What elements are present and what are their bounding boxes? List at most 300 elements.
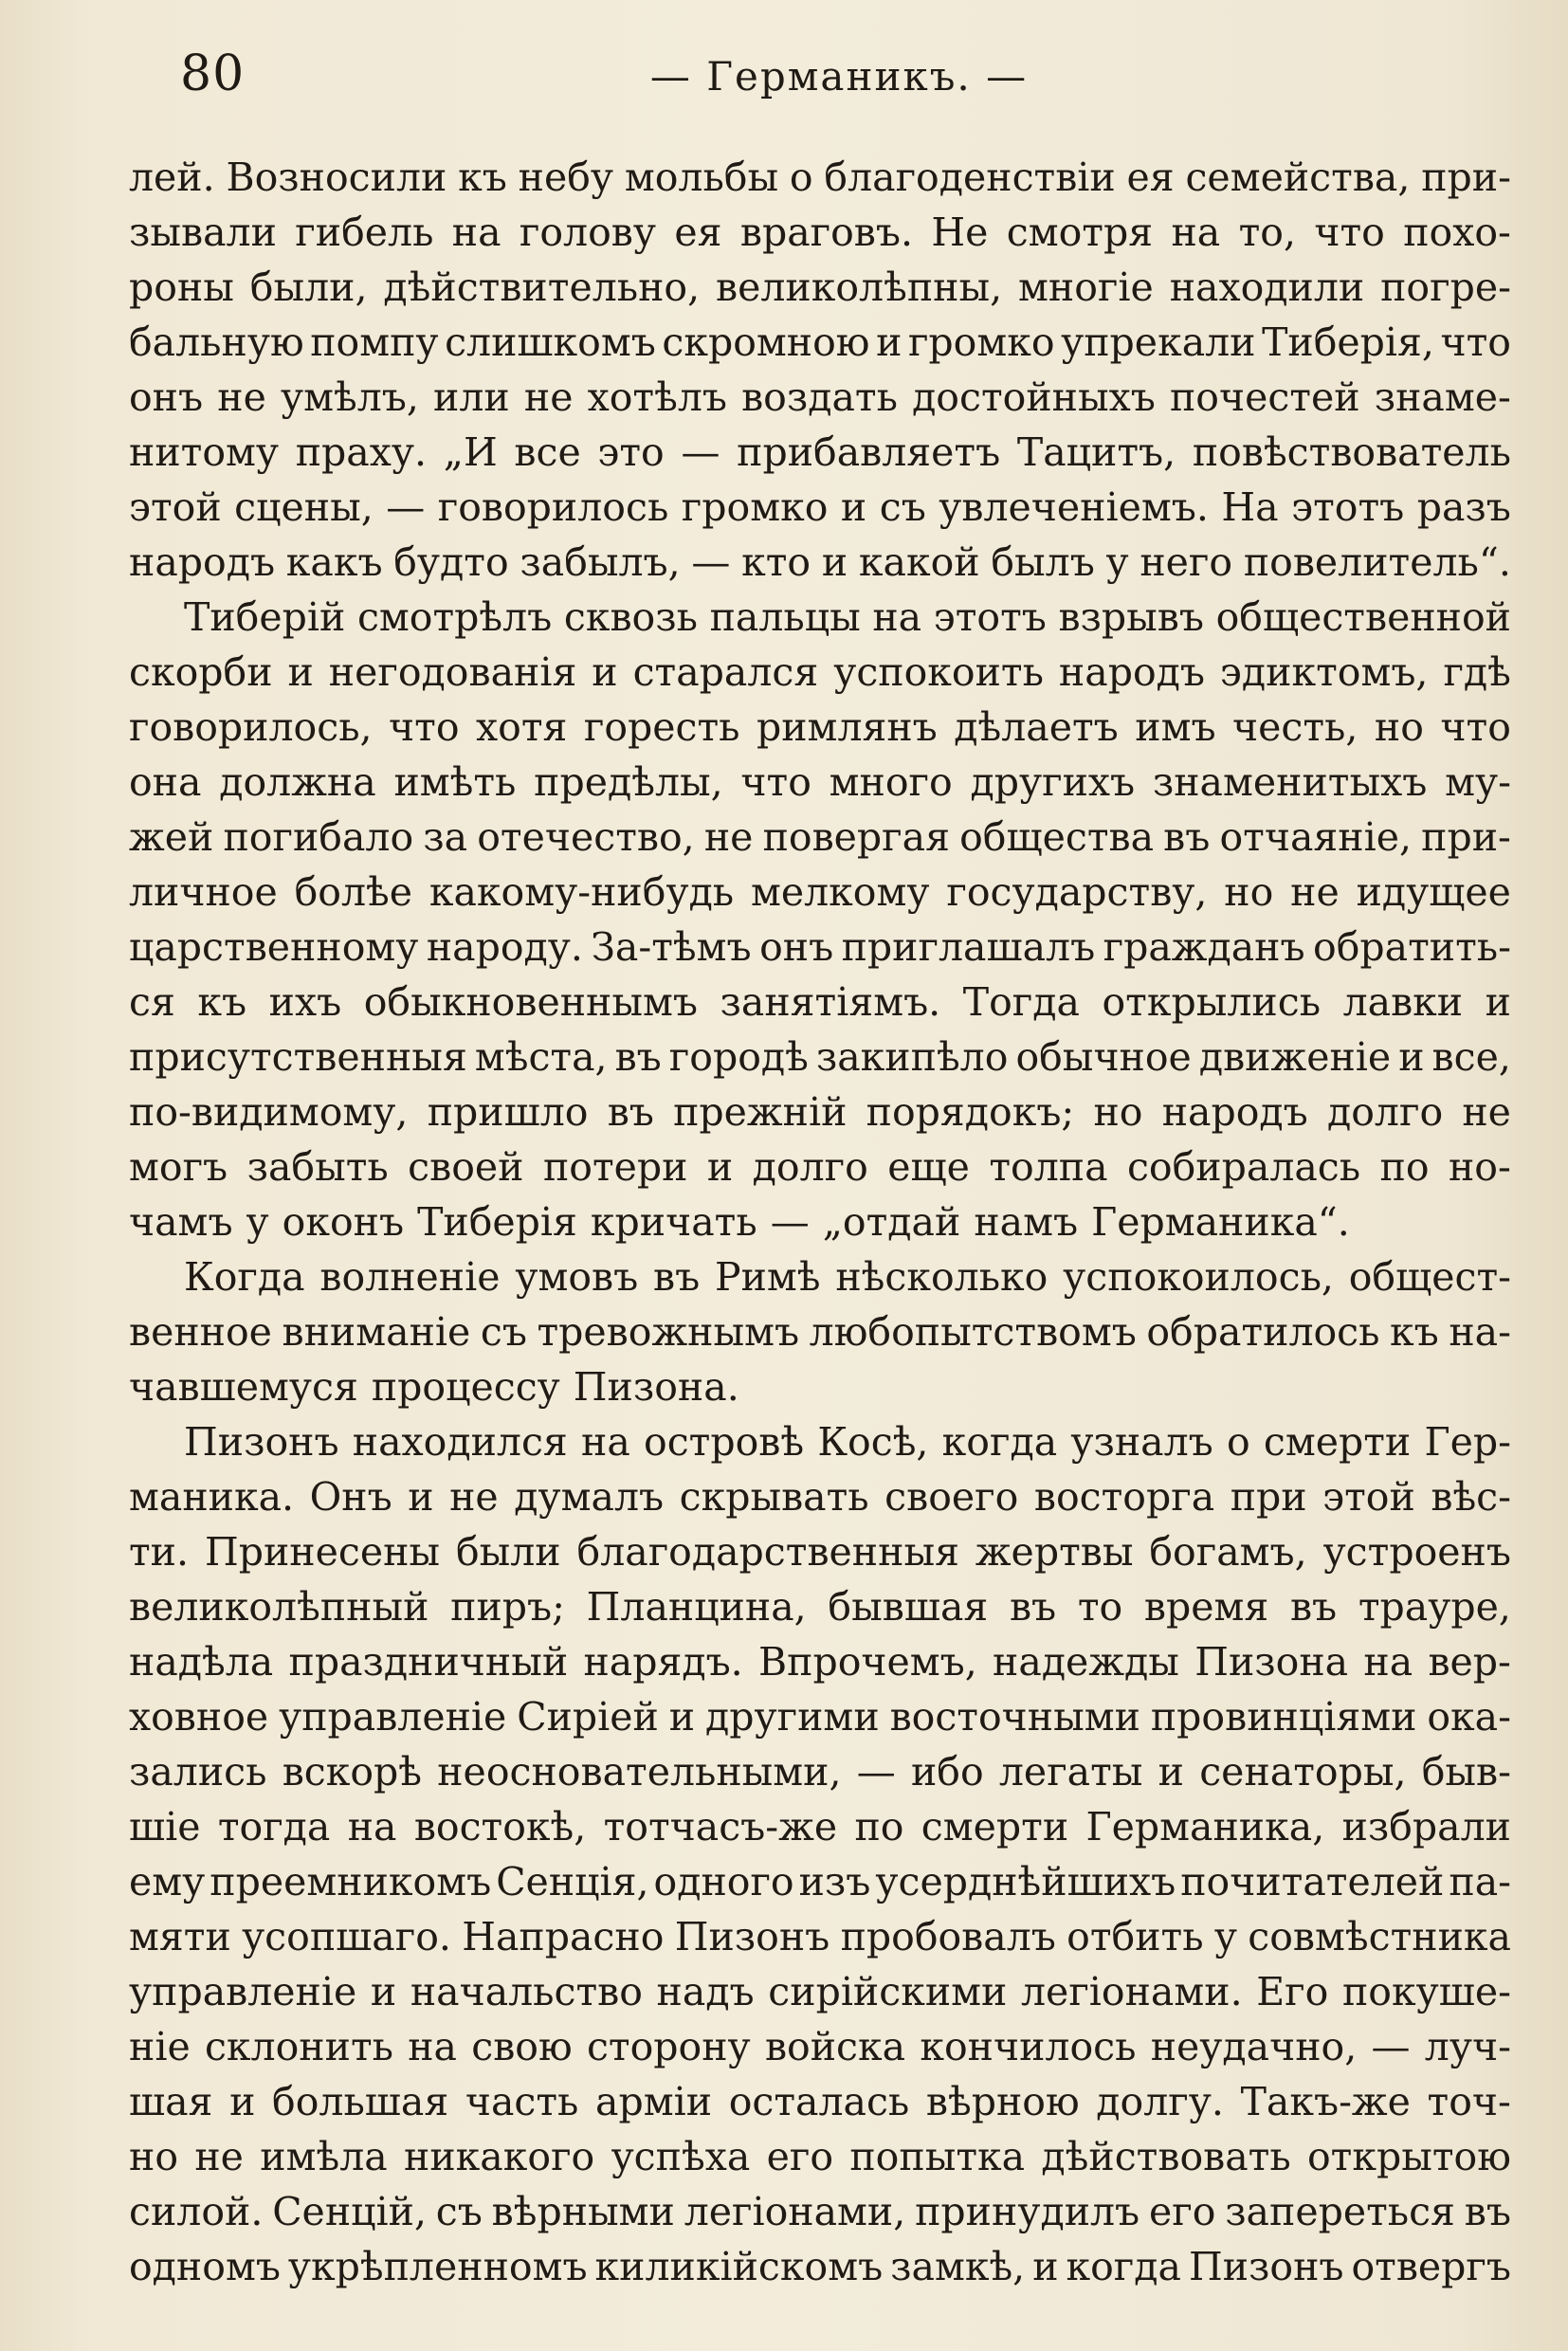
word: неосновательными, <box>437 1749 842 1795</box>
word: взрывъ <box>1058 594 1204 640</box>
word: узналъ <box>1070 1419 1213 1465</box>
word: покуше- <box>1341 1969 1511 2014</box>
word: личное <box>129 869 278 915</box>
word: у <box>1105 539 1129 585</box>
word: помпу <box>310 319 439 365</box>
word: Напрасно <box>462 1914 665 1959</box>
word: небу <box>518 155 614 200</box>
word: зывали <box>129 210 277 255</box>
word: и <box>370 1969 397 2014</box>
word: собиралась <box>1126 1144 1361 1190</box>
text-line <box>129 975 1511 1030</box>
word: На <box>1221 484 1279 530</box>
word: не <box>523 374 574 420</box>
word: по <box>1379 1144 1430 1190</box>
word: почитателей <box>1180 1859 1445 1904</box>
word: и <box>1398 1034 1425 1080</box>
text-line <box>129 1359 1511 1414</box>
word: зались <box>129 1749 267 1795</box>
word: имѣла <box>260 2134 388 2179</box>
word: одного <box>653 1859 794 1904</box>
word: былъ <box>991 539 1095 585</box>
word: успѣха <box>611 2134 751 2179</box>
word: вѣрными <box>491 2189 675 2234</box>
word: — <box>681 429 720 475</box>
word: народъ <box>1058 649 1205 695</box>
word: войска <box>764 2024 906 2069</box>
word: Сиріей <box>517 1694 659 1740</box>
text-line <box>129 260 1511 315</box>
word: толпа <box>989 1144 1108 1190</box>
text-line <box>129 1524 1511 1579</box>
word: чавшемуся <box>129 1364 358 1410</box>
word: гибель <box>295 210 434 255</box>
word: сцены, <box>234 484 374 530</box>
text-line <box>129 810 1511 865</box>
word: ему <box>129 1859 206 1904</box>
word: одномъ <box>129 2244 281 2289</box>
word: въ <box>1289 1584 1338 1630</box>
word: думалъ <box>514 1474 665 1520</box>
word: онъ <box>129 374 204 420</box>
word: похо- <box>1403 210 1511 255</box>
word: неудачно, <box>1150 2024 1358 2069</box>
word: скромною <box>662 319 870 365</box>
word: смерти <box>921 1804 1069 1850</box>
word: надежды <box>993 1639 1179 1685</box>
word: и <box>592 649 618 695</box>
word: Его <box>1256 1969 1329 2014</box>
text-line <box>129 150 1511 205</box>
word: онъ <box>759 924 834 970</box>
word: находился <box>352 1419 568 1465</box>
word: на- <box>1449 1309 1511 1355</box>
word: намъ <box>974 1199 1079 1245</box>
word: Пизонъ <box>184 1419 339 1465</box>
text-line <box>129 1030 1511 1084</box>
word: горесть <box>583 704 740 750</box>
word: повелитель“. <box>1243 539 1511 585</box>
word: знаме- <box>1374 374 1511 420</box>
word: Сенцій, <box>272 2189 427 2234</box>
word: благоденствіи <box>824 155 1116 200</box>
word: честь, <box>1232 704 1358 750</box>
word: что <box>389 704 460 750</box>
word: порядокъ; <box>866 1089 1075 1135</box>
word: болѣе <box>294 869 413 915</box>
word: негодованія <box>328 649 577 695</box>
word: что <box>1440 319 1511 365</box>
word: прибавляетъ <box>737 429 1001 475</box>
word: у <box>246 1199 269 1245</box>
word: какому-нибудь <box>428 869 735 915</box>
word: Планцина, <box>586 1584 807 1630</box>
text-line <box>129 1909 1511 1964</box>
word: не <box>1290 869 1340 915</box>
word: замкѣ, <box>890 2244 1026 2289</box>
word: другими <box>705 1694 880 1740</box>
word: время <box>1143 1584 1269 1630</box>
word: увлеченіемъ. <box>939 484 1209 530</box>
word: обратить- <box>1313 924 1511 970</box>
word: въ <box>1163 814 1211 860</box>
word: на <box>1363 1639 1413 1685</box>
word: эдиктомъ, <box>1219 649 1429 695</box>
body-text <box>129 150 1511 2294</box>
word: великолѣпный <box>129 1584 429 1630</box>
word: точ- <box>1427 2079 1511 2124</box>
text-line <box>129 1469 1511 1524</box>
word: многіе <box>1018 264 1154 310</box>
word: ихъ <box>268 979 342 1025</box>
word: говорилось, <box>129 704 373 750</box>
word: на <box>1171 210 1221 255</box>
word: и <box>706 1144 734 1190</box>
word: чамъ <box>129 1199 233 1245</box>
word: то <box>1077 1584 1123 1630</box>
word: не <box>703 814 754 860</box>
word: забылъ, <box>520 539 681 585</box>
text-line <box>129 1249 1511 1304</box>
word: этотъ <box>1291 484 1405 530</box>
word: хотѣлъ <box>587 374 727 420</box>
word: Германика, <box>1085 1804 1325 1850</box>
text-line <box>129 700 1511 755</box>
word: му- <box>1445 759 1511 805</box>
text-line <box>129 370 1511 425</box>
word: старался <box>632 649 819 695</box>
word: долгу. <box>1096 2079 1224 2124</box>
text-line <box>129 645 1511 700</box>
word: этотъ <box>933 594 1047 640</box>
word: — <box>386 484 426 530</box>
word: ся <box>129 979 175 1025</box>
word: праху. <box>295 429 428 475</box>
word: легаты <box>998 1749 1143 1795</box>
text-line <box>129 2019 1511 2074</box>
word: должна <box>219 759 376 805</box>
page-header <box>171 38 1507 123</box>
text-line <box>129 1139 1511 1194</box>
word: усопшаго. <box>242 1914 451 1959</box>
word: попытка <box>849 2134 1026 2179</box>
word: избрали <box>1341 1804 1511 1850</box>
word: обычное <box>1015 1034 1192 1080</box>
word: роны <box>129 264 234 310</box>
word: о <box>1226 1419 1250 1465</box>
word: преемникомъ <box>210 1859 492 1904</box>
word: обыкновеннымъ <box>363 979 698 1025</box>
word: „отдай <box>822 1199 961 1245</box>
word: упрекали <box>1061 319 1256 365</box>
word: движеніе <box>1198 1034 1392 1080</box>
word: не <box>1462 1089 1511 1135</box>
word: гдѣ <box>1443 649 1511 695</box>
word: народу. <box>426 924 583 970</box>
word: когда <box>1066 2244 1181 2289</box>
word: Пизонъ <box>674 1914 830 1959</box>
word: большая <box>272 2079 449 2124</box>
word: римлянъ <box>756 704 938 750</box>
word: Косѣ, <box>817 1419 929 1465</box>
word: и <box>1032 2244 1059 2289</box>
word: мелкому <box>750 869 930 915</box>
word: склонить <box>204 2024 393 2069</box>
word: достойныхъ <box>912 374 1156 420</box>
word: у <box>1213 1914 1237 1959</box>
word: на <box>872 594 922 640</box>
word: Тиберій <box>184 594 346 640</box>
word: Онъ <box>309 1474 392 1520</box>
word: мѣста, <box>474 1034 608 1080</box>
word: праздничный <box>288 1639 569 1685</box>
word: повергая <box>762 814 950 860</box>
word: и <box>408 1474 434 1520</box>
word: сквозь <box>563 594 698 640</box>
word: и <box>668 1694 696 1740</box>
word: устроенъ <box>1322 1529 1511 1575</box>
text-line <box>129 425 1511 480</box>
page-number: 80 <box>180 46 246 102</box>
text-line <box>129 2074 1511 2129</box>
text-line <box>129 2129 1511 2184</box>
word: не <box>217 374 266 420</box>
word: принудилъ <box>915 2189 1140 2234</box>
word: легіонами, <box>684 2189 906 2234</box>
word: приглашалъ <box>841 924 1096 970</box>
word: Возносили <box>226 155 447 200</box>
word: — <box>691 539 731 585</box>
text-line <box>129 1634 1511 1689</box>
word: его <box>766 2134 834 2179</box>
word: не <box>194 2134 244 2179</box>
word: скрывать <box>679 1474 869 1520</box>
word: управленіе <box>279 1694 507 1740</box>
word: общественной <box>1215 594 1511 640</box>
word: Тиберія, <box>1262 319 1434 365</box>
word: отвергъ <box>1351 2244 1511 2289</box>
word: на <box>581 1419 630 1465</box>
word: къ <box>458 155 507 200</box>
word: его <box>1148 2189 1216 2234</box>
word: — <box>856 1749 896 1795</box>
word: отбить <box>1067 1914 1204 1959</box>
word: легіонами. <box>1021 1969 1243 2014</box>
word: — <box>770 1199 810 1245</box>
word: долго <box>752 1144 868 1190</box>
word: были, <box>249 264 368 310</box>
word: тотчасъ-же <box>603 1804 838 1850</box>
word: тревожнымъ <box>537 1309 800 1355</box>
word: занятіямъ. <box>720 979 941 1025</box>
word: пробовалъ <box>840 1914 1056 1959</box>
word: вер- <box>1428 1639 1511 1685</box>
word: укрѣпленномъ <box>287 2244 588 2289</box>
word: умовъ <box>515 1254 639 1300</box>
word: хотя <box>476 704 568 750</box>
word: этой <box>1322 1474 1415 1520</box>
word: изъ <box>798 1859 871 1904</box>
word: луч- <box>1424 2024 1511 2069</box>
word: при- <box>1421 155 1511 200</box>
word: своей <box>408 1144 524 1190</box>
word: открылись <box>1102 979 1322 1025</box>
word: начальство <box>410 1969 643 2014</box>
word: долго <box>1326 1089 1444 1135</box>
word: были <box>455 1529 561 1575</box>
text-line <box>129 1304 1511 1359</box>
word: великолѣпны, <box>716 264 1003 310</box>
text-line <box>129 920 1511 975</box>
word: она <box>129 759 202 805</box>
word: имѣть <box>393 759 517 805</box>
word: не <box>449 1474 499 1520</box>
word: государству, <box>946 869 1208 915</box>
word: много <box>829 759 953 805</box>
word: тогда <box>217 1804 331 1850</box>
word: погре- <box>1380 264 1511 310</box>
word: свою <box>471 2024 573 2069</box>
text-line <box>129 315 1511 370</box>
word: восторга <box>1033 1474 1215 1520</box>
word: громко <box>907 319 1055 365</box>
word: при- <box>1421 814 1511 860</box>
word: что <box>1314 210 1385 255</box>
word: часть <box>465 2079 579 2124</box>
word: Тиберія <box>417 1199 577 1245</box>
word: или <box>433 374 510 420</box>
word: повѣствователь <box>1192 429 1511 475</box>
word: почестей <box>1169 374 1360 420</box>
word: ніе <box>129 2024 191 2069</box>
word: закипѣло <box>815 1034 1009 1080</box>
text-line <box>129 2184 1511 2239</box>
word: имъ <box>1135 704 1216 750</box>
text-line <box>129 1084 1511 1139</box>
word: пальцы <box>709 594 861 640</box>
word: на <box>451 210 501 255</box>
word: Когда <box>184 1254 305 1300</box>
word: быв- <box>1421 1749 1511 1795</box>
running-title: — Германикъ. — <box>649 53 1029 100</box>
word: никакого <box>404 2134 595 2179</box>
word: управленіе <box>129 1969 357 2014</box>
word: шая <box>129 2079 213 2124</box>
word: народъ <box>129 539 276 585</box>
word: какъ <box>285 539 383 585</box>
word: и <box>876 319 903 365</box>
word: на <box>347 1804 397 1850</box>
word: За-тѣмъ <box>591 924 752 970</box>
word: Германика“. <box>1091 1199 1350 1245</box>
word: въ <box>653 1254 701 1300</box>
text-line <box>129 1964 1511 2019</box>
word: Пизона <box>1194 1639 1349 1685</box>
word: и <box>840 484 867 530</box>
word: но <box>1093 1089 1143 1135</box>
text-line <box>129 1854 1511 1909</box>
word: открытою <box>1307 2134 1511 2179</box>
word: осталась <box>728 2079 910 2124</box>
word: другихъ <box>970 759 1136 805</box>
text-line <box>129 205 1511 260</box>
text-line <box>129 1689 1511 1744</box>
word: маника. <box>129 1474 295 1520</box>
word: него <box>1140 539 1233 585</box>
word: усерднѣйшихъ <box>875 1859 1176 1904</box>
word: дѣйствительно, <box>383 264 701 310</box>
word: своего <box>884 1474 1019 1520</box>
word: и <box>287 649 314 695</box>
word: отчаяніе, <box>1219 814 1413 860</box>
word: мольбы <box>624 155 779 200</box>
word: голову <box>519 210 656 255</box>
text-line <box>129 1194 1511 1249</box>
word: вскорѣ <box>282 1749 423 1795</box>
word: любопытствомъ <box>809 1309 1137 1355</box>
word: враговъ. <box>739 210 913 255</box>
word: совмѣстника <box>1248 1914 1511 1959</box>
word: восточными <box>889 1694 1140 1740</box>
word: надѣла <box>129 1639 274 1685</box>
text-line <box>129 865 1511 920</box>
word: къ <box>197 979 247 1025</box>
word: Пизонъ <box>1188 2244 1344 2289</box>
word: Пизона. <box>573 1364 739 1410</box>
word: дѣйствовать <box>1041 2134 1291 2179</box>
word: въ <box>1464 2189 1511 2234</box>
word: Римѣ <box>715 1254 821 1300</box>
word: венное <box>129 1309 272 1355</box>
word: шіе <box>129 1804 201 1850</box>
word: вѣрною <box>925 2079 1080 2124</box>
word: это <box>597 429 665 475</box>
word: бывшая <box>828 1584 989 1630</box>
word: но- <box>1448 1144 1511 1190</box>
word: Принесены <box>204 1529 441 1575</box>
word: лей. <box>129 155 215 200</box>
word: процессу <box>371 1364 560 1410</box>
word: то, <box>1238 210 1296 255</box>
word: и <box>821 539 848 585</box>
word: но <box>1374 704 1424 750</box>
word: силой. <box>129 2189 264 2234</box>
word: нитому <box>129 429 280 475</box>
word: Гер- <box>1424 1419 1511 1465</box>
word: слишкомъ <box>445 319 656 365</box>
word: вѣс- <box>1431 1474 1511 1520</box>
word: что <box>1440 704 1511 750</box>
word: при <box>1230 1474 1307 1520</box>
word: умѣлъ, <box>280 374 419 420</box>
text-line <box>129 2239 1511 2294</box>
word: смотря <box>1006 210 1154 255</box>
word: присутственныя <box>129 1034 467 1080</box>
word: смерти <box>1263 1419 1412 1465</box>
word: кто <box>741 539 811 585</box>
word: пиръ; <box>450 1584 565 1630</box>
word: ибо <box>910 1749 984 1795</box>
word: съ <box>879 484 926 530</box>
word: идущее <box>1356 869 1511 915</box>
word: будто <box>393 539 509 585</box>
word: общества <box>959 814 1155 860</box>
word: па- <box>1449 1859 1511 1904</box>
word: смотрѣлъ <box>356 594 553 640</box>
word: все <box>514 429 581 475</box>
word: знаменитыхъ <box>1152 759 1428 805</box>
word: говорилось <box>437 484 669 530</box>
